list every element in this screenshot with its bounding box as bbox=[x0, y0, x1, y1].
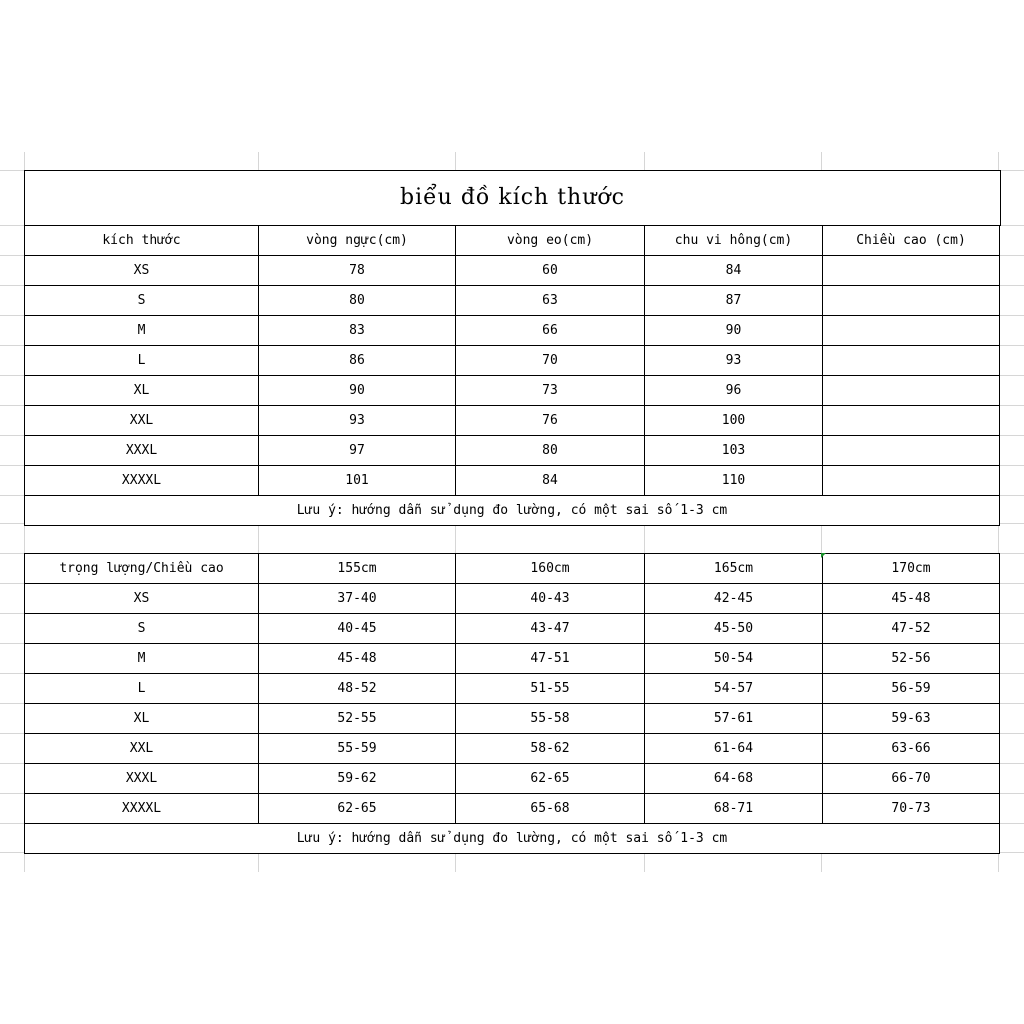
value-cell[interactable] bbox=[823, 346, 1000, 376]
value-cell[interactable]: 62-65 bbox=[259, 794, 456, 824]
value-cell[interactable]: 80 bbox=[456, 436, 645, 466]
value-cell[interactable]: 93 bbox=[259, 406, 456, 436]
value-cell[interactable]: 54-57 bbox=[645, 674, 823, 704]
header-cell[interactable]: Chiều cao (cm) bbox=[823, 226, 1000, 256]
size-chart-title-cell[interactable] bbox=[24, 170, 1001, 226]
table-row bbox=[25, 614, 1000, 644]
value-cell[interactable]: 101 bbox=[259, 466, 456, 496]
value-cell[interactable]: 43-47 bbox=[456, 614, 645, 644]
value-cell[interactable]: 86 bbox=[259, 346, 456, 376]
value-cell[interactable]: 83 bbox=[259, 316, 456, 346]
measurement-note[interactable]: Lưu ý: hướng dẫn sử dụng đo lường, có một sai số 1-3 cm bbox=[25, 824, 1000, 854]
value-cell[interactable]: 61-64 bbox=[645, 734, 823, 764]
value-cell[interactable]: 80 bbox=[259, 286, 456, 316]
value-cell[interactable]: 45-48 bbox=[259, 644, 456, 674]
value-cell[interactable]: 56-59 bbox=[823, 674, 1000, 704]
table-row bbox=[25, 764, 1000, 794]
value-cell[interactable]: 70 bbox=[456, 346, 645, 376]
value-cell[interactable] bbox=[823, 466, 1000, 496]
value-cell[interactable]: 63 bbox=[456, 286, 645, 316]
value-cell[interactable]: 90 bbox=[259, 376, 456, 406]
value-cell[interactable]: 40-43 bbox=[456, 584, 645, 614]
table-row bbox=[25, 704, 1000, 734]
size-label-cell[interactable]: XL bbox=[25, 376, 259, 406]
value-cell[interactable]: 45-50 bbox=[645, 614, 823, 644]
header-row bbox=[25, 554, 1000, 584]
table-row bbox=[25, 376, 1000, 406]
value-cell[interactable]: 47-52 bbox=[823, 614, 1000, 644]
value-cell[interactable]: 96 bbox=[645, 376, 823, 406]
size-label-cell[interactable]: S bbox=[25, 614, 259, 644]
value-cell[interactable]: 66 bbox=[456, 316, 645, 346]
size-measurement-table bbox=[24, 225, 1000, 526]
value-cell[interactable]: 51-55 bbox=[456, 674, 645, 704]
value-cell[interactable]: 70-73 bbox=[823, 794, 1000, 824]
size-label-cell[interactable]: XXXL bbox=[25, 436, 259, 466]
header-cell[interactable]: vòng ngực(cm) bbox=[259, 226, 456, 256]
value-cell[interactable]: 57-61 bbox=[645, 704, 823, 734]
header-cell[interactable]: trọng lượng/Chiều cao bbox=[25, 554, 259, 584]
value-cell[interactable]: 52-56 bbox=[823, 644, 1000, 674]
table-row bbox=[25, 466, 1000, 496]
value-cell[interactable]: 37-40 bbox=[259, 584, 456, 614]
value-cell[interactable]: 50-54 bbox=[645, 644, 823, 674]
value-cell[interactable]: 84 bbox=[645, 256, 823, 286]
table-row bbox=[25, 256, 1000, 286]
value-cell[interactable]: 59-63 bbox=[823, 704, 1000, 734]
value-cell[interactable]: 76 bbox=[456, 406, 645, 436]
table-row bbox=[25, 674, 1000, 704]
size-label-cell[interactable]: L bbox=[25, 674, 259, 704]
header-cell[interactable]: 165cm bbox=[645, 554, 823, 584]
header-cell[interactable]: 160cm bbox=[456, 554, 645, 584]
value-cell[interactable]: 103 bbox=[645, 436, 823, 466]
value-cell[interactable] bbox=[823, 376, 1000, 406]
value-cell[interactable]: 58-62 bbox=[456, 734, 645, 764]
size-label-cell[interactable]: M bbox=[25, 316, 259, 346]
value-cell[interactable]: 110 bbox=[645, 466, 823, 496]
value-cell[interactable]: 55-58 bbox=[456, 704, 645, 734]
cell-comment-marker bbox=[821, 553, 826, 558]
value-cell[interactable]: 65-68 bbox=[456, 794, 645, 824]
size-label-cell[interactable]: L bbox=[25, 346, 259, 376]
value-cell[interactable]: 84 bbox=[456, 466, 645, 496]
table-row bbox=[25, 316, 1000, 346]
value-cell[interactable]: 62-65 bbox=[456, 764, 645, 794]
table-row bbox=[25, 436, 1000, 466]
value-cell[interactable] bbox=[823, 436, 1000, 466]
value-cell[interactable]: 40-45 bbox=[259, 614, 456, 644]
value-cell[interactable] bbox=[823, 316, 1000, 346]
header-cell[interactable]: 155cm bbox=[259, 554, 456, 584]
value-cell[interactable] bbox=[823, 286, 1000, 316]
header-cell[interactable]: kích thước bbox=[25, 226, 259, 256]
value-cell[interactable]: 73 bbox=[456, 376, 645, 406]
value-cell[interactable]: 48-52 bbox=[259, 674, 456, 704]
header-cell[interactable]: 170cm bbox=[823, 554, 1000, 584]
table-row bbox=[25, 286, 1000, 316]
value-cell[interactable]: 55-59 bbox=[259, 734, 456, 764]
header-cell[interactable]: vòng eo(cm) bbox=[456, 226, 645, 256]
value-cell[interactable]: 100 bbox=[645, 406, 823, 436]
size-label-cell[interactable]: XS bbox=[25, 584, 259, 614]
size-label-cell[interactable]: XS bbox=[25, 256, 259, 286]
value-cell[interactable]: 59-62 bbox=[259, 764, 456, 794]
value-cell[interactable]: 66-70 bbox=[823, 764, 1000, 794]
value-cell[interactable]: 42-45 bbox=[645, 584, 823, 614]
value-cell[interactable]: 87 bbox=[645, 286, 823, 316]
value-cell[interactable]: 68-71 bbox=[645, 794, 823, 824]
table-row bbox=[25, 734, 1000, 764]
value-cell[interactable]: 64-68 bbox=[645, 764, 823, 794]
size-label-cell[interactable]: XXL bbox=[25, 406, 259, 436]
size-label-cell[interactable]: S bbox=[25, 286, 259, 316]
value-cell[interactable]: 78 bbox=[259, 256, 456, 286]
note-row bbox=[25, 496, 1000, 526]
value-cell[interactable]: 63-66 bbox=[823, 734, 1000, 764]
value-cell[interactable]: 52-55 bbox=[259, 704, 456, 734]
size-label-cell[interactable]: XXXXL bbox=[25, 466, 259, 496]
size-label-cell[interactable]: XXL bbox=[25, 734, 259, 764]
value-cell[interactable]: 60 bbox=[456, 256, 645, 286]
measurement-note[interactable]: Lưu ý: hướng dẫn sử dụng đo lường, có một sai số 1-3 cm bbox=[25, 496, 1000, 526]
size-chart-title: biểu đồ kích thước bbox=[400, 185, 625, 210]
size-label-cell[interactable]: XXXXL bbox=[25, 794, 259, 824]
size-label-cell[interactable]: M bbox=[25, 644, 259, 674]
header-row bbox=[25, 226, 1000, 256]
header-cell[interactable]: chu vi hông(cm) bbox=[645, 226, 823, 256]
table-row bbox=[25, 644, 1000, 674]
value-cell[interactable]: 47-51 bbox=[456, 644, 645, 674]
size-label-cell[interactable]: XXXL bbox=[25, 764, 259, 794]
value-cell[interactable] bbox=[823, 406, 1000, 436]
value-cell[interactable]: 90 bbox=[645, 316, 823, 346]
value-cell[interactable]: 93 bbox=[645, 346, 823, 376]
table-row bbox=[25, 406, 1000, 436]
weight-height-table bbox=[24, 553, 1000, 854]
value-cell[interactable]: 45-48 bbox=[823, 584, 1000, 614]
table-row bbox=[25, 346, 1000, 376]
value-cell[interactable]: 97 bbox=[259, 436, 456, 466]
table-row bbox=[25, 794, 1000, 824]
table-row bbox=[25, 584, 1000, 614]
size-label-cell[interactable]: XL bbox=[25, 704, 259, 734]
value-cell[interactable] bbox=[823, 256, 1000, 286]
note-row bbox=[25, 824, 1000, 854]
